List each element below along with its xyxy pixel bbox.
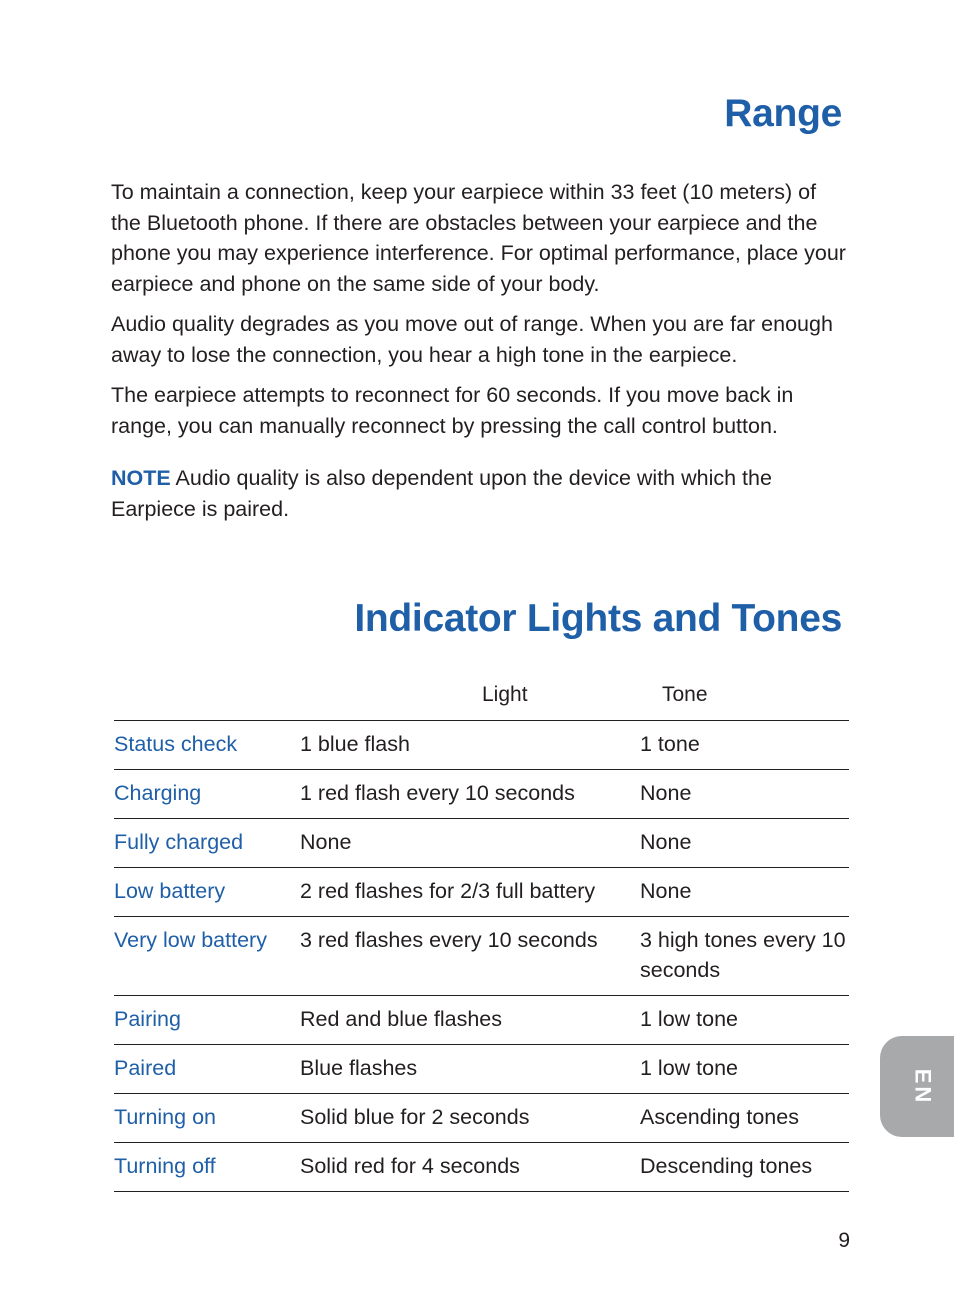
range-paragraph: Audio quality degrades as you move out of range. When you are far enough away to lose the connection, you hear a high tone in the earpiece. bbox=[111, 312, 833, 367]
row-state: Status check bbox=[114, 721, 300, 770]
table-row bbox=[114, 1094, 849, 1143]
row-state: Very low battery bbox=[114, 917, 300, 996]
header-state bbox=[114, 676, 300, 721]
note-label: NOTE bbox=[111, 466, 171, 490]
row-tone: None bbox=[640, 868, 849, 917]
note-text: Audio quality is also dependent upon the device with which the Earpiece is paired. bbox=[111, 466, 772, 521]
row-state: Low battery bbox=[114, 868, 300, 917]
row-light: 2 red flashes for 2/3 full battery bbox=[300, 868, 640, 917]
table-row bbox=[114, 819, 849, 868]
row-state: Turning on bbox=[114, 1094, 300, 1143]
table-row bbox=[114, 1143, 849, 1192]
row-state: Turning off bbox=[114, 1143, 300, 1192]
table-row bbox=[114, 1045, 849, 1094]
row-tone: None bbox=[640, 770, 849, 819]
row-state: Charging bbox=[114, 770, 300, 819]
row-tone: None bbox=[640, 819, 849, 868]
row-tone: Descending tones bbox=[640, 1143, 849, 1192]
table-header-row bbox=[114, 676, 849, 721]
table-row bbox=[114, 917, 849, 996]
row-tone: 1 low tone bbox=[640, 1045, 849, 1094]
range-heading: Range bbox=[724, 92, 842, 135]
range-body bbox=[111, 177, 851, 534]
row-light: 1 blue flash bbox=[300, 721, 640, 770]
table-row bbox=[114, 770, 849, 819]
indicator-table bbox=[114, 676, 849, 1192]
table-row bbox=[114, 996, 849, 1045]
table-row bbox=[114, 721, 849, 770]
header-tone: Tone bbox=[640, 676, 849, 721]
note-paragraph bbox=[111, 463, 851, 524]
row-light: Blue flashes bbox=[300, 1045, 640, 1094]
row-tone: 3 high tones every 10 seconds bbox=[640, 917, 849, 996]
language-tab-label: EN bbox=[910, 1068, 936, 1105]
row-tone: 1 low tone bbox=[640, 996, 849, 1045]
language-tab bbox=[880, 1036, 954, 1137]
indicator-heading: Indicator Lights and Tones bbox=[354, 597, 842, 640]
row-light: Solid red for 4 seconds bbox=[300, 1143, 640, 1192]
row-light: Solid blue for 2 seconds bbox=[300, 1094, 640, 1143]
table-row bbox=[114, 868, 849, 917]
row-state: Pairing bbox=[114, 996, 300, 1045]
row-tone: 1 tone bbox=[640, 721, 849, 770]
page-number: 9 bbox=[838, 1229, 850, 1252]
row-tone: Ascending tones bbox=[640, 1094, 849, 1143]
range-paragraph: The earpiece attempts to reconnect for 60 seconds. If you move back in range, you can manually reconnect by pressing the call control button. bbox=[111, 383, 794, 438]
row-light: None bbox=[300, 819, 640, 868]
row-state: Fully charged bbox=[114, 819, 300, 868]
range-paragraph: To maintain a connection, keep your earpiece within 33 feet (10 meters) of the Bluetooth phone. If there are obstacles between your earpiece and the phone you may experience interference. For optimal performance, place your earpiece and phone on the same side of your body. bbox=[111, 180, 846, 296]
row-light: Red and blue flashes bbox=[300, 996, 640, 1045]
row-state: Paired bbox=[114, 1045, 300, 1094]
header-light: Light bbox=[300, 676, 640, 721]
row-light: 1 red flash every 10 seconds bbox=[300, 770, 640, 819]
row-light: 3 red flashes every 10 seconds bbox=[300, 917, 640, 996]
